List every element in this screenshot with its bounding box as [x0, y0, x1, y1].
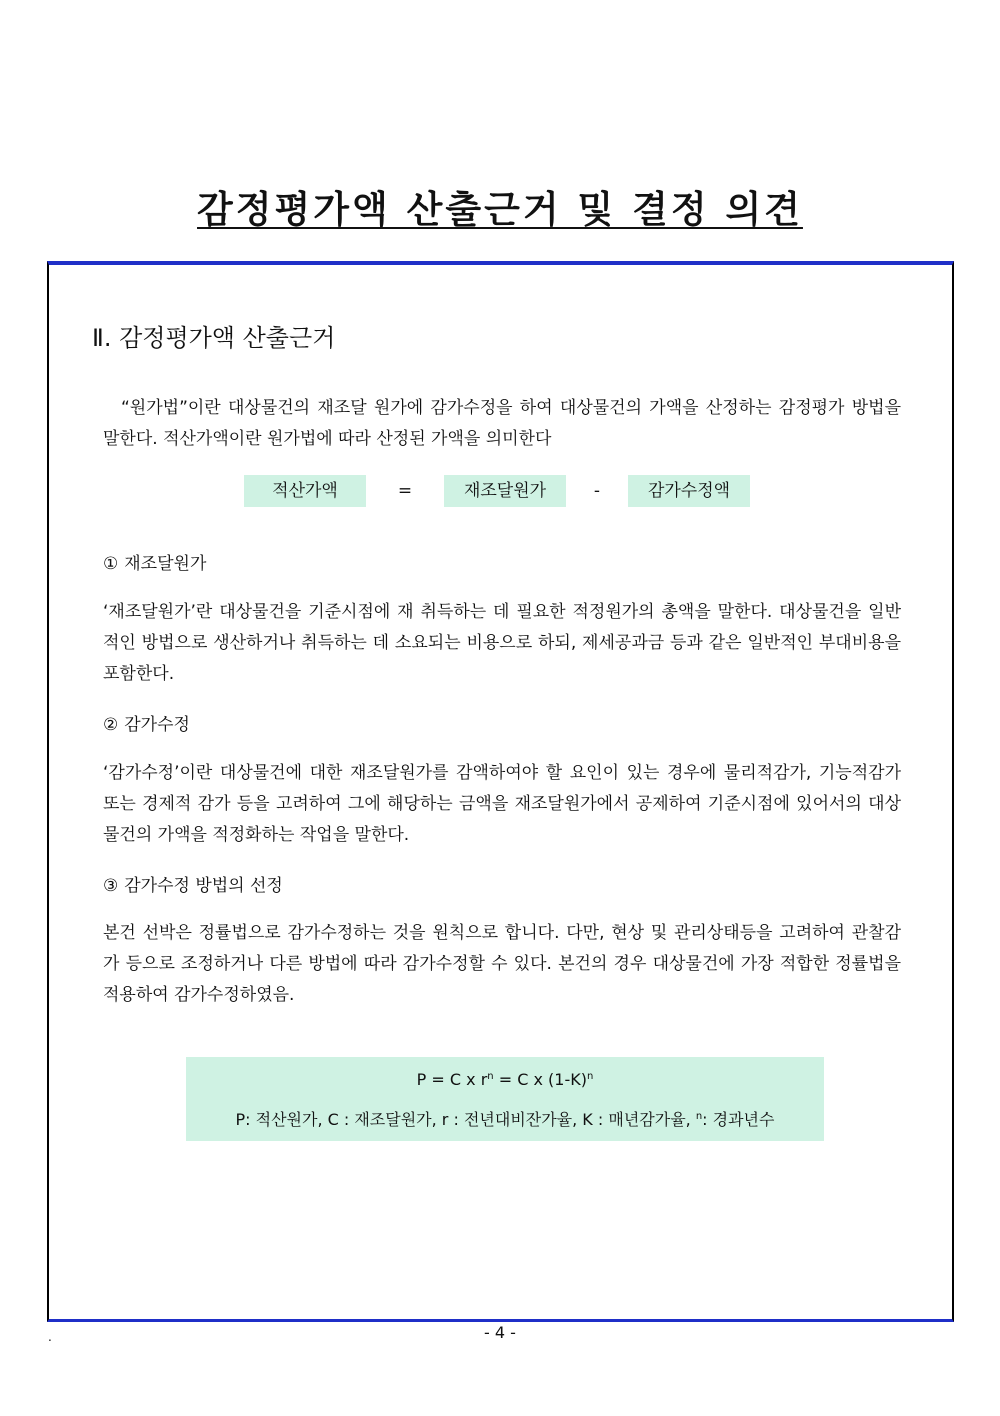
page-title: 감정평가액 산출근거 및 결정 의견: [197, 188, 803, 231]
equation-formula: P = C x $r^n = C$ x $(1-K)^n$: [416, 1070, 594, 1089]
equation-box: [186, 1057, 824, 1141]
formula-term2-box: 감가수정액: [628, 475, 750, 507]
formula-minus-sign: -: [593, 481, 601, 501]
item-3-number: ③: [103, 876, 119, 896]
formula-equals-sign: =: [397, 481, 413, 501]
corner-mark: .: [48, 1330, 52, 1344]
item-2-heading-text: 감가수정: [124, 715, 190, 735]
item-2-heading: [103, 713, 190, 737]
item-1-number: ①: [103, 554, 119, 574]
equation-legend: P: 적산원가, C : 재조달원가, r : 전년대비잔가율, K : 매년감가율, $^n$: 경과년수: [235, 1110, 775, 1129]
item-3-heading: [103, 874, 283, 898]
intro-paragraph: “원가법”이란 대상물건의 재조달 원가에 감가수정을 하여 대상물건의 가액을 산정하는 감정평가 방법을 말한다. 적산가액이란 원가법에 따라 산정된 가액을 의미한다: [103, 398, 901, 449]
item-3-paragraph: 본건 선박은 정률법으로 감가수정하는 것을 원칙으로 합니다. 다만, 현상 및 관리상태등을 고려하여 관찰감가 등으로 조정하거나 다른 방법에 따라 감가수정할 수 있다. 본건의 경우 대상물건에 가장 적합한 정률법을 적용하여 감가수정하였음.: [103, 923, 901, 1005]
formula-result-box: 적산가액: [244, 475, 366, 507]
page-number: - 4 -: [484, 1323, 516, 1342]
item-1-heading: [103, 552, 206, 576]
item-1-paragraph: ‘재조달원가’란 대상물건을 기준시점에 재 취득하는 데 필요한 적정원가의 총액을 말한다. 대상물건을 일반적인 방법으로 생산하거나 취득하는 데 소요되는 비용으로 하되, 제세공과금 등과 같은 일반적인 부대비용을 포함한다.: [103, 602, 901, 684]
item-2-paragraph: ‘감가수정’이란 대상물건에 대한 재조달원가를 감액하여야 할 요인이 있는 경우에 물리적감가, 기능적감가 또는 경제적 감가 등을 고려하여 그에 해당하는 금액을 재조달원가에서 공제하여 기준시점에 있어서의 대상물건의 가액을 적정화하는 작업을 말한다.: [103, 763, 901, 845]
item-2-number: ②: [103, 715, 119, 735]
item-1-heading-text: 재조달원가: [124, 554, 207, 574]
item-3-heading-text: 감가수정 방법의 선정: [124, 876, 283, 896]
section-title: Ⅱ. 감정평가액 산출근거: [92, 324, 336, 352]
formula-term1-box: 재조달원가: [444, 475, 566, 507]
